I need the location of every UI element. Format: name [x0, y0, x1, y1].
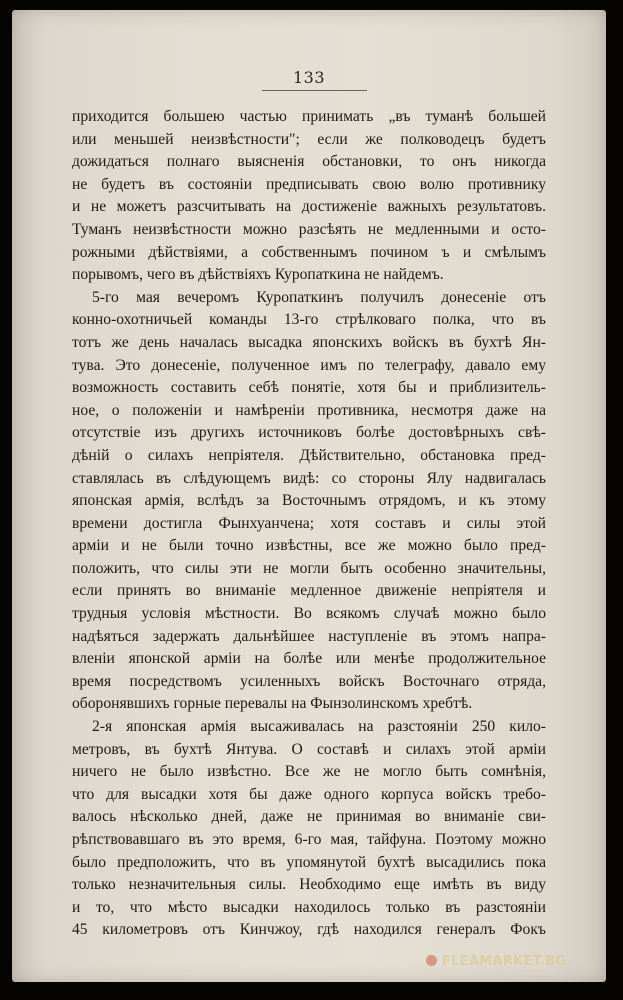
text-line: надѣяться задержать дальнѣйшее наступленіе въ этомъ напра-	[72, 627, 546, 645]
page-number: 133	[292, 68, 326, 87]
text-line: 2-я японская армія высаживалась на разстояніи 250 кило-	[92, 718, 546, 736]
text-line: 45 километровъ отъ Кинчжоу, гдѣ находился генералъ Фокъ	[72, 921, 546, 939]
text-line: Туманъ неизвѣстности можно разсѣять не медленными и осто-	[72, 220, 546, 238]
header-rule	[262, 90, 367, 91]
text-line: или меньшей неизвѣстности"; если же полководецъ будетъ	[72, 130, 546, 148]
text-line: дѣній о силахъ непріятеля. Дѣйствительно, обстановка пред-	[72, 446, 546, 464]
text-line: рожными дѣйствіями, а собственнымъ почином ъ и смѣлымъ	[72, 243, 546, 261]
text-line: японская армія, вслѣдъ за Восточнымъ отрядомъ, и къ этому	[72, 492, 546, 510]
text-line: тува. Это донесеніе, полученное имъ по телеграфу, давало ему	[72, 356, 546, 374]
text-line: ничего не было извѣстно. Все же не могло быть сомнѣнія,	[72, 763, 546, 781]
text-line: метровъ, въ бухтѣ Янтува. О составѣ и силахъ этой арміи	[72, 740, 546, 758]
text-line: ное, о положеніи и намѣреніи противника, несмотря даже на	[72, 401, 546, 419]
text-line: 5-го мая вечеромъ Куропаткинъ получилъ донесеніе отъ	[92, 288, 546, 306]
text-line: что для высадки хотя бы даже одного корпуса войскъ требо-	[72, 785, 546, 803]
text-line: положить, что силы эти не могли быть особенно значительны,	[72, 559, 546, 577]
text-line: время посредствомъ усиленныхъ войскъ Восточнаго отряда,	[72, 672, 546, 690]
text-line: только незначительныя силы. Необходимо еще имѣть въ виду	[72, 876, 546, 894]
text-line: порывомъ, чего въ дѣйствіяхъ Куропаткина не найдемъ.	[72, 266, 444, 284]
text-line: не будетъ въ состояніи предписывать свою волю противнику	[72, 175, 546, 193]
text-line: тотъ же день началась высадка японскихъ войскъ въ бухтѣ Ян-	[72, 333, 546, 351]
book-page	[12, 10, 606, 982]
body-text	[72, 106, 546, 942]
text-line: ставлялась въ слѣдующемъ видѣ: со стороны Ялу надвигалась	[72, 469, 546, 487]
text-line: и то, что мѣсто высадки находилось только въ разстояніи	[72, 898, 546, 916]
text-line: времени достигла Фынхуанчена; хотя составъ и силы этой	[72, 514, 546, 532]
text-line: вленіи японской арміи на болѣе или менѣе продолжительное	[72, 650, 546, 668]
text-line: и не можетъ разсчитывать на достиженіе важныхъ результатовъ.	[72, 198, 546, 216]
text-line: рѣпствовавшаго въ это время, 6-го мая, тайфуна. Поэтому можно	[72, 831, 546, 848]
text-line: отсутствіе изъ другихъ источниковъ болѣе достовѣрныхъ свѣ-	[72, 424, 546, 442]
text-line: оборонявшихъ горные перевалы на Фынзолинскомъ хребтѣ.	[72, 695, 473, 713]
text-line: возможность составить себѣ понятіе, хотя бы и приблизитель-	[72, 379, 546, 397]
text-line: арміи и не были точно извѣстны, все же можно было пред-	[72, 537, 546, 555]
text-line: трудныя условія мѣстности. Во всякомъ случаѣ можно было	[72, 605, 546, 623]
text-line: если принять во вниманіе медленное движеніе непріятеля и	[72, 582, 546, 600]
text-line: было предположить, что въ упомянутой бухтѣ высадились пока	[72, 853, 546, 871]
text-line: приходится большею частью принимать „въ туманѣ большей	[72, 108, 546, 125]
text-line: конно-охотничьей команды 13-го стрѣлковаго полка, что въ	[72, 311, 546, 329]
text-line: валось нѣсколько дней, даже не принимая во вниманіе сви-	[72, 808, 546, 826]
text-line: дожидаться полнаго выясненія обстановки, то онъ никогда	[72, 153, 546, 171]
watermark-text: FLEAMARKET.BG	[442, 954, 567, 969]
watermark-logo-icon	[426, 955, 437, 966]
